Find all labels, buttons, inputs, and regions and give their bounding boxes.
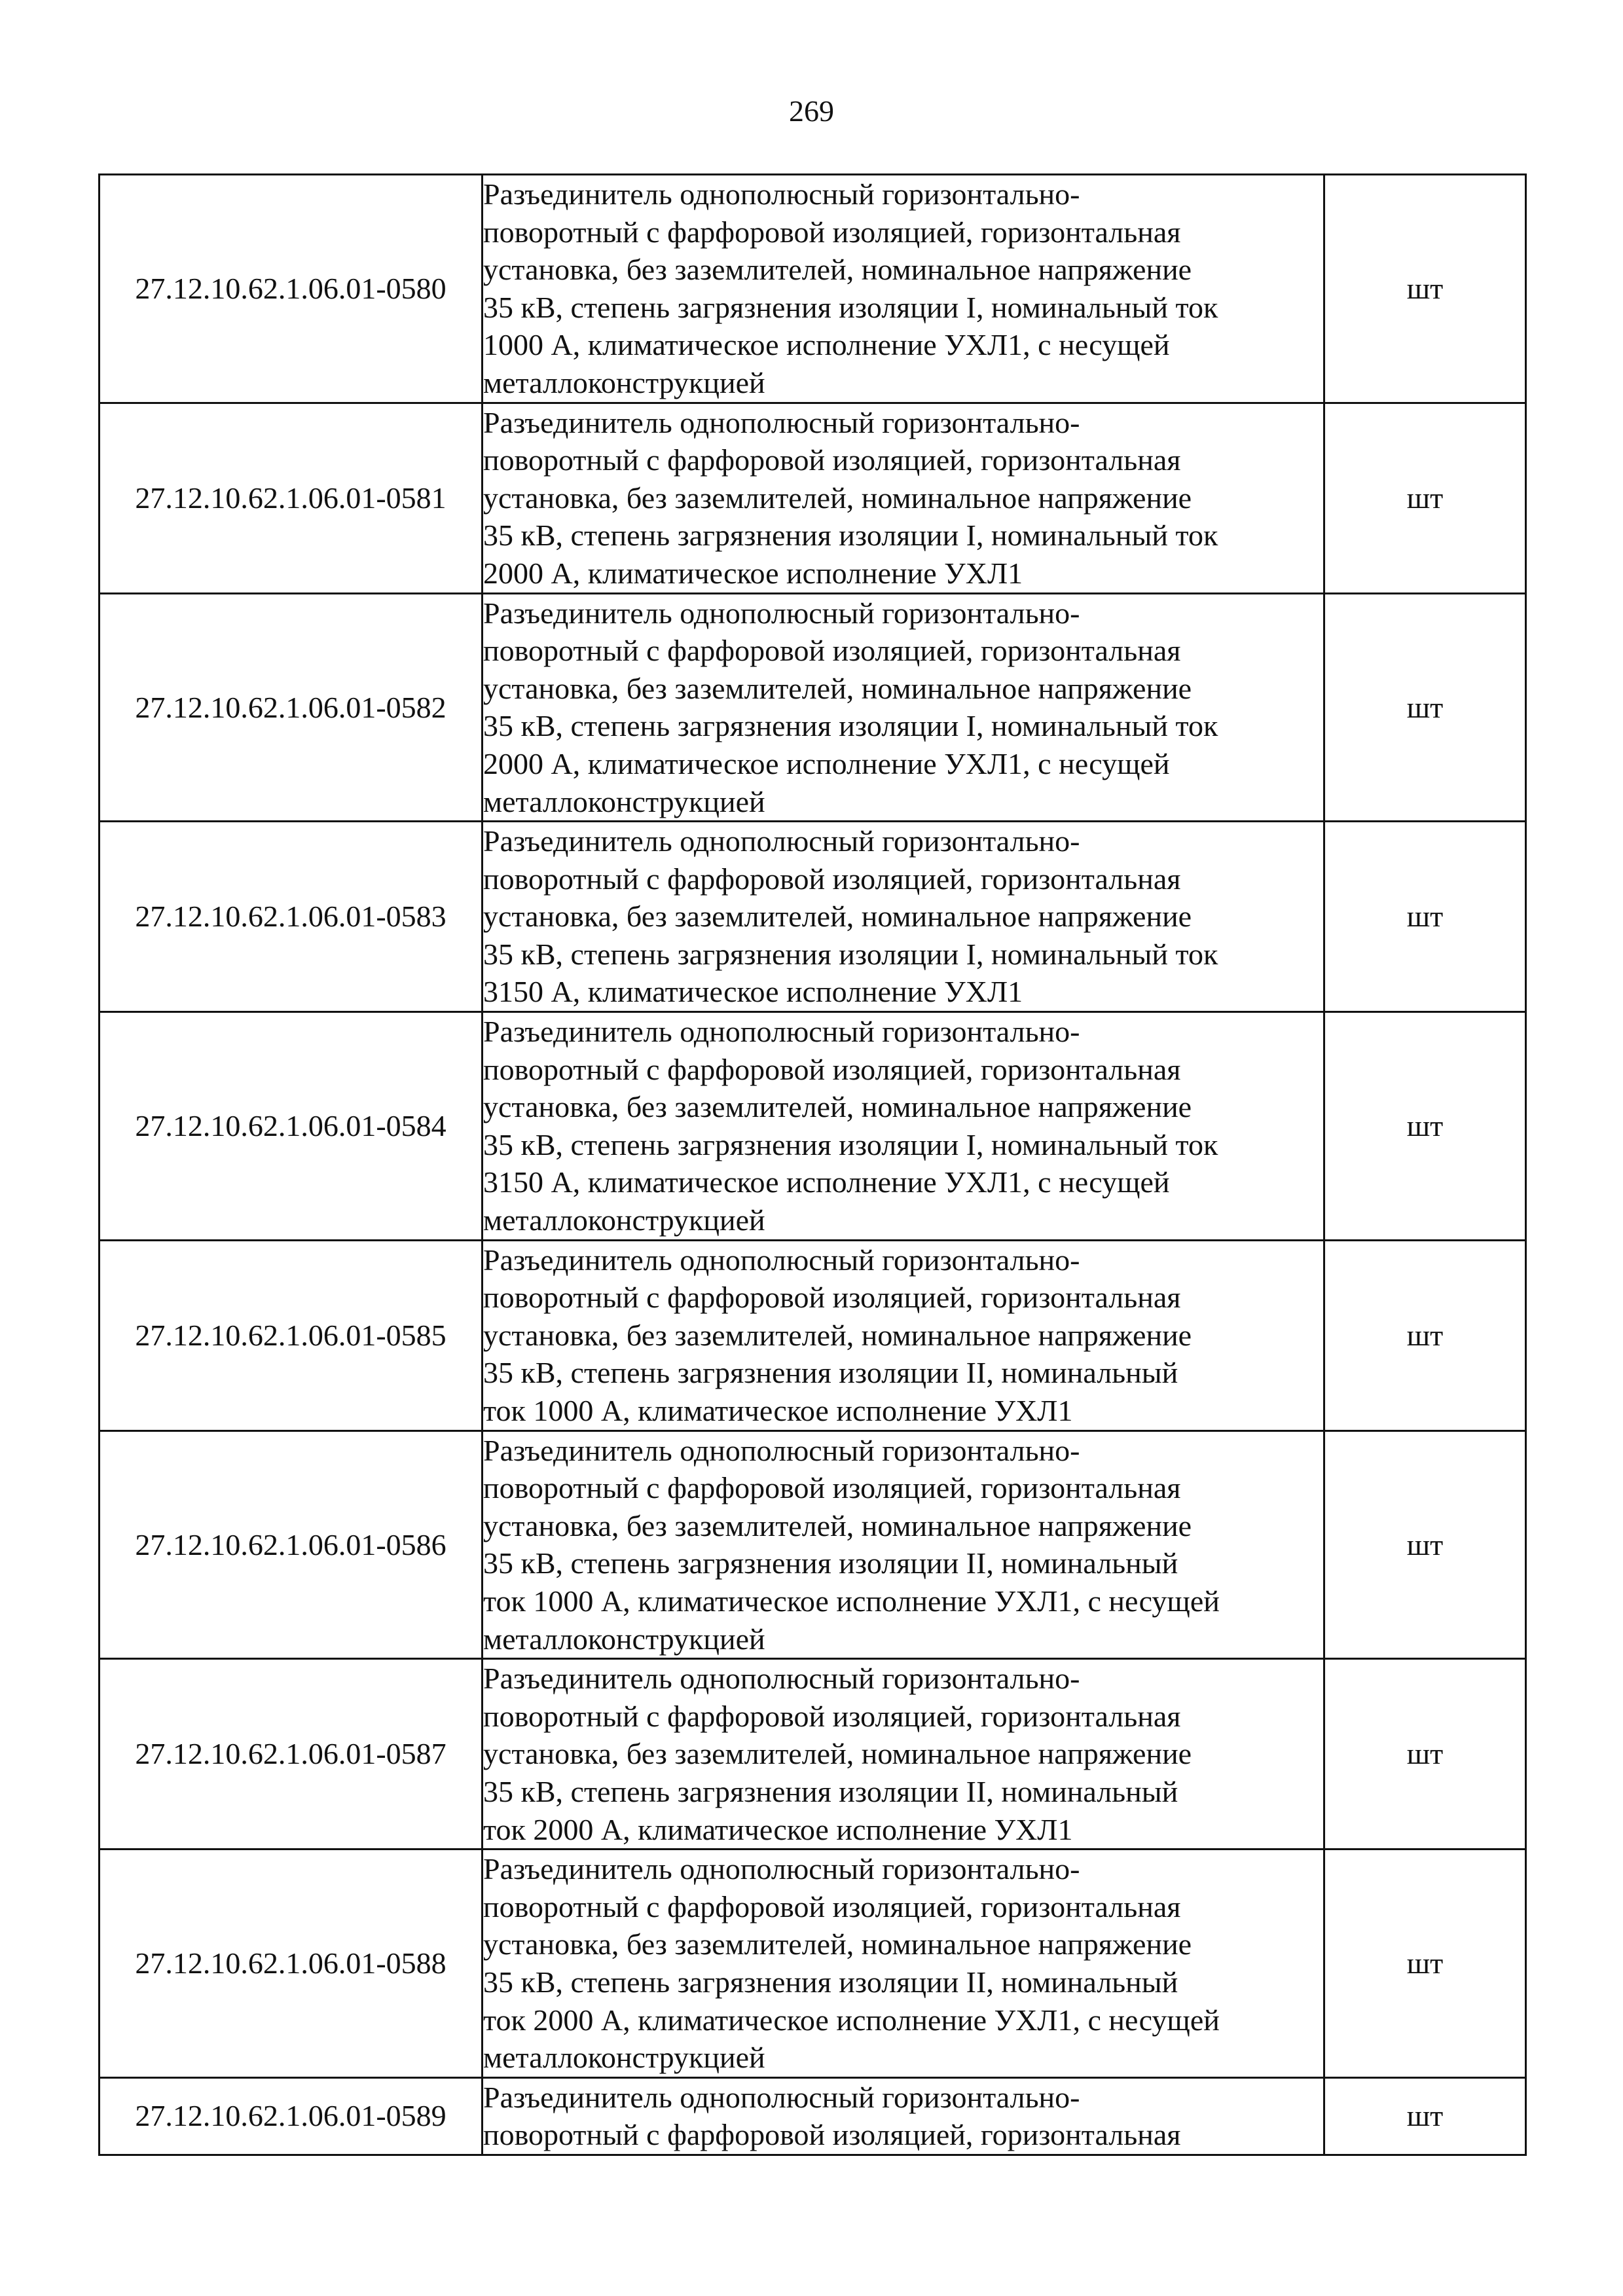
description-line: ток 1000 А, климатическое исполнение УХЛ1, с несущей (483, 1584, 1220, 1618)
description-line: установка, без заземлителей, номинальное напряжение (483, 1927, 1192, 1961)
resource-description (483, 175, 1324, 403)
unit-of-measure: шт (1324, 2077, 1526, 2155)
unit-of-measure: шт (1324, 593, 1526, 822)
resource-code: 27.12.10.62.1.06.01-0583 (100, 822, 483, 1012)
description-line: металлоконструкцией (483, 2041, 765, 2075)
table-row (100, 1240, 1526, 1430)
resource-description (483, 1659, 1324, 1850)
description-line: 3150 А, климатическое исполнение УХЛ1, с несущей (483, 1165, 1170, 1199)
description-line: 35 кВ, степень загрязнения изоляции II, номинальный (483, 1774, 1178, 1808)
table-row (100, 1850, 1526, 2078)
description-line: Разъединитель однополюсный горизонтально- (483, 1662, 1080, 1696)
resource-description (483, 593, 1324, 822)
description-line: 35 кВ, степень загрязнения изоляции I, номинальный ток (483, 709, 1218, 743)
description-line: поворотный с фарфоровой изоляцией, горизонтальная (483, 1281, 1181, 1315)
resource-code: 27.12.10.62.1.06.01-0584 (100, 1012, 483, 1241)
resource-code: 27.12.10.62.1.06.01-0587 (100, 1659, 483, 1850)
description-line: Разъединитель однополюсный горизонтально- (483, 824, 1080, 858)
unit-of-measure: шт (1324, 1430, 1526, 1659)
description-line: 2000 А, климатическое исполнение УХЛ1 (483, 556, 1023, 590)
description-line: поворотный с фарфоровой изоляцией, горизонтальная (483, 862, 1181, 896)
resource-description (483, 1012, 1324, 1241)
table-row (100, 175, 1526, 403)
table-row (100, 822, 1526, 1012)
resource-code: 27.12.10.62.1.06.01-0589 (100, 2077, 483, 2155)
description-line: Разъединитель однополюсный горизонтально- (483, 1243, 1080, 1277)
description-line: 35 кВ, степень загрязнения изоляции II, номинальный (483, 1965, 1178, 1999)
description-line: установка, без заземлителей, номинальное напряжение (483, 253, 1192, 287)
description-line: поворотный с фарфоровой изоляцией, горизонтальная (483, 1699, 1181, 1733)
resource-description (483, 822, 1324, 1012)
page-number: 269 (789, 94, 834, 128)
unit-of-measure: шт (1324, 1850, 1526, 2078)
description-line: установка, без заземлителей, номинальное напряжение (483, 481, 1192, 515)
description-line: Разъединитель однополюсный горизонтально- (483, 405, 1080, 439)
description-line: установка, без заземлителей, номинальное напряжение (483, 1318, 1192, 1352)
description-line: 35 кВ, степень загрязнения изоляции I, номинальный ток (483, 519, 1218, 553)
description-line: ток 2000 А, климатическое исполнение УХЛ1 (483, 1812, 1073, 1846)
unit-of-measure: шт (1324, 175, 1526, 403)
description-line: поворотный с фарфоровой изоляцией, горизонтальная (483, 215, 1181, 249)
table-row (100, 593, 1526, 822)
unit-of-measure: шт (1324, 1012, 1526, 1241)
resource-description (483, 1430, 1324, 1659)
description-line: Разъединитель однополюсный горизонтально- (483, 596, 1080, 630)
table-row (100, 403, 1526, 593)
description-line: поворотный с фарфоровой изоляцией, горизонтальная (483, 1471, 1181, 1505)
description-line: поворотный с фарфоровой изоляцией, горизонтальная (483, 443, 1181, 477)
description-line: поворотный с фарфоровой изоляцией, горизонтальная (483, 2118, 1181, 2152)
resource-code: 27.12.10.62.1.06.01-0580 (100, 175, 483, 403)
description-line: 35 кВ, степень загрязнения изоляции II, номинальный (483, 1356, 1178, 1390)
resource-code: 27.12.10.62.1.06.01-0586 (100, 1430, 483, 1659)
table-row (100, 2077, 1526, 2155)
description-line: 35 кВ, степень загрязнения изоляции I, номинальный ток (483, 290, 1218, 324)
description-line: 2000 А, климатическое исполнение УХЛ1, с несущей (483, 746, 1170, 780)
resource-description (483, 1850, 1324, 2078)
description-line: Разъединитель однополюсный горизонтально- (483, 2080, 1080, 2114)
description-line: установка, без заземлителей, номинальное напряжение (483, 1090, 1192, 1124)
table-row (100, 1430, 1526, 1659)
description-line: металлоконструкцией (483, 1203, 765, 1237)
description-line: поворотный с фарфоровой изоляцией, горизонтальная (483, 1052, 1181, 1086)
resource-description (483, 1240, 1324, 1430)
unit-of-measure: шт (1324, 403, 1526, 593)
description-line: установка, без заземлителей, номинальное напряжение (483, 1737, 1192, 1771)
unit-of-measure: шт (1324, 1240, 1526, 1430)
unit-of-measure: шт (1324, 1659, 1526, 1850)
description-line: Разъединитель однополюсный горизонтально- (483, 1015, 1080, 1049)
unit-of-measure: шт (1324, 822, 1526, 1012)
description-line: Разъединитель однополюсный горизонтально- (483, 1852, 1080, 1886)
resource-description (483, 403, 1324, 593)
description-line: установка, без заземлителей, номинальное напряжение (483, 900, 1192, 934)
resource-code: 27.12.10.62.1.06.01-0582 (100, 593, 483, 822)
description-line: металлоконструкцией (483, 784, 765, 818)
resource-code: 27.12.10.62.1.06.01-0581 (100, 403, 483, 593)
description-line: установка, без заземлителей, номинальное напряжение (483, 1508, 1192, 1542)
description-line: ток 2000 А, климатическое исполнение УХЛ1, с несущей (483, 2003, 1220, 2037)
description-line: 35 кВ, степень загрязнения изоляции I, номинальный ток (483, 937, 1218, 971)
description-line: поворотный с фарфоровой изоляцией, горизонтальная (483, 1889, 1181, 1923)
description-line: Разъединитель однополюсный горизонтально- (483, 1433, 1080, 1467)
resource-table (98, 173, 1527, 2156)
resource-code: 27.12.10.62.1.06.01-0588 (100, 1850, 483, 2078)
description-line: 35 кВ, степень загрязнения изоляции I, номинальный ток (483, 1127, 1218, 1161)
table-row (100, 1659, 1526, 1850)
resource-code: 27.12.10.62.1.06.01-0585 (100, 1240, 483, 1430)
resource-description (483, 2077, 1324, 2155)
description-line: металлоконструкцией (483, 365, 765, 399)
description-line: 1000 А, климатическое исполнение УХЛ1, с несущей (483, 328, 1170, 362)
table-row (100, 1012, 1526, 1241)
resource-table-body (100, 175, 1526, 2155)
description-line: поворотный с фарфоровой изоляцией, горизонтальная (483, 634, 1181, 668)
description-line: ток 1000 А, климатическое исполнение УХЛ1 (483, 1394, 1073, 1427)
description-line: 3150 А, климатическое исполнение УХЛ1 (483, 975, 1023, 1009)
description-line: металлоконструкцией (483, 1622, 765, 1656)
description-line: установка, без заземлителей, номинальное напряжение (483, 671, 1192, 705)
description-line: 35 кВ, степень загрязнения изоляции II, номинальный (483, 1546, 1178, 1580)
description-line: Разъединитель однополюсный горизонтально- (483, 177, 1080, 211)
